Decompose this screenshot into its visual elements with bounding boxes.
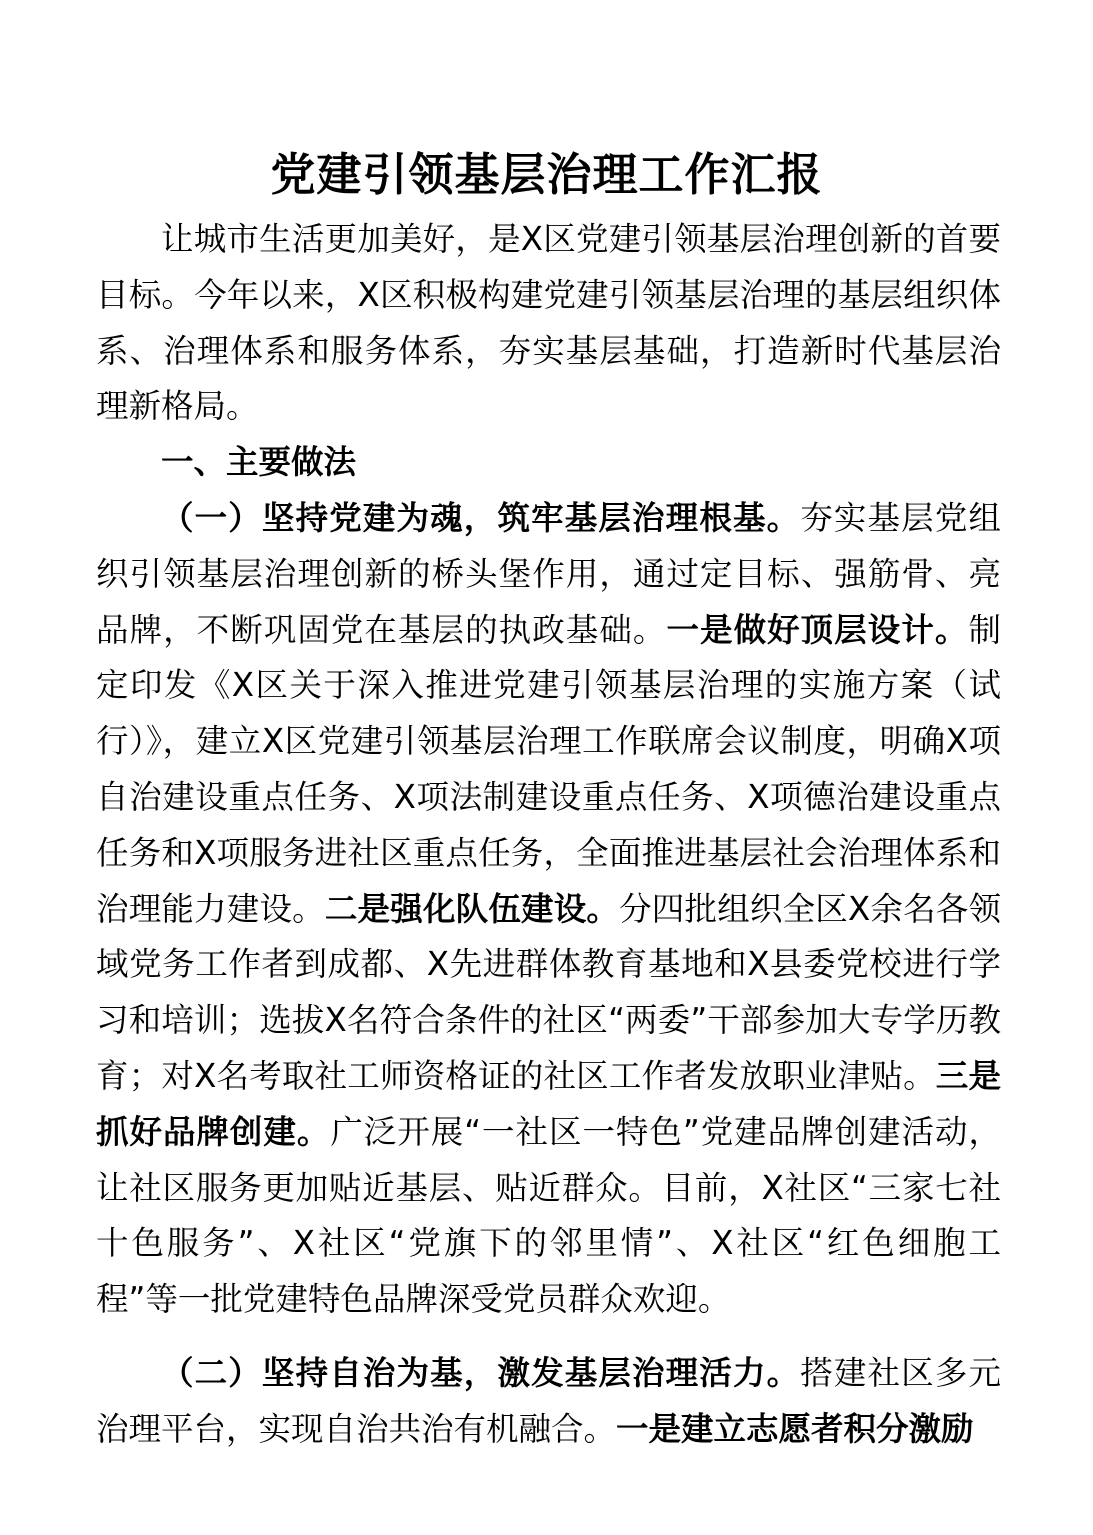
part2-point1-title: 一是建立志愿者积分激励 [616,1409,974,1448]
part1-point1-text: 制定印发《X区关于深入推进党建引领基层治理的实施方案（试行）》，建立X区党建引领基层治理工作联席会议制度，明确X项自治建设重点任务、X项法制建设重点任务、X项德治建设重点任务和X项服务进社区重点任务，全面推进基层社会治理体系和治理能力建设。 [96,610,1001,928]
part1-text: 夯实基层党组织引领基层治理创新的桥头堡作用，通过定目标、强筋骨、亮品牌，不断巩固党在基层的执政基础。 [96,498,1001,649]
part2-text: 搭建社区多元治理平台，实现自治共治有机融合。 [96,1353,1001,1448]
document-body [96,212,1001,1458]
document-title: 党建引领基层治理工作汇报 [270,148,823,201]
part1-paragraph [96,491,1001,1328]
part1-point1-title: 一是做好顶层设计。 [666,610,969,649]
part1-point2-text: 分四批组织全区X余名各领域党务工作者到成都、X先进群体教育基地和X县委党校进行学习和培训；选拔X名符合条件的社区“两委”干部参加大专学历教育；对X名考取社工师资格证的社区工作者发放职业津贴。 [96,889,1001,1095]
part1-point3-text: 广泛开展“一社区一特色”党建品牌创建活动，让社区服务更加贴近基层、贴近群众。目前，X社区“三家七社十色服务”、X社区“党旗下的邻里情”、X社区“红色细胞工程”等一批党建特色品牌深受党员群众欢迎。 [96,1112,1001,1319]
part2-lead: （二）坚持自治为基，激发基层治理活力。 [161,1353,801,1392]
part1-lead: （一）坚持党建为魂，筑牢基层治理根基。 [161,498,801,537]
intro-paragraph: 让城市生活更加美好，是X区党建引领基层治理创新的首要目标。今年以来，X区积极构建党建引领基层治理的基层组织体系、治理体系和服务体系，夯实基层基础，打造新时代基层治理新格局。 [96,220,1001,426]
part2-paragraph [96,1346,1001,1458]
part1-point3-title: 三是抓好品牌创建。 [96,1056,1001,1151]
part1-point2-title: 二是强化队伍建设。 [324,889,620,928]
section-heading: 一、主要做法 [161,443,357,482]
